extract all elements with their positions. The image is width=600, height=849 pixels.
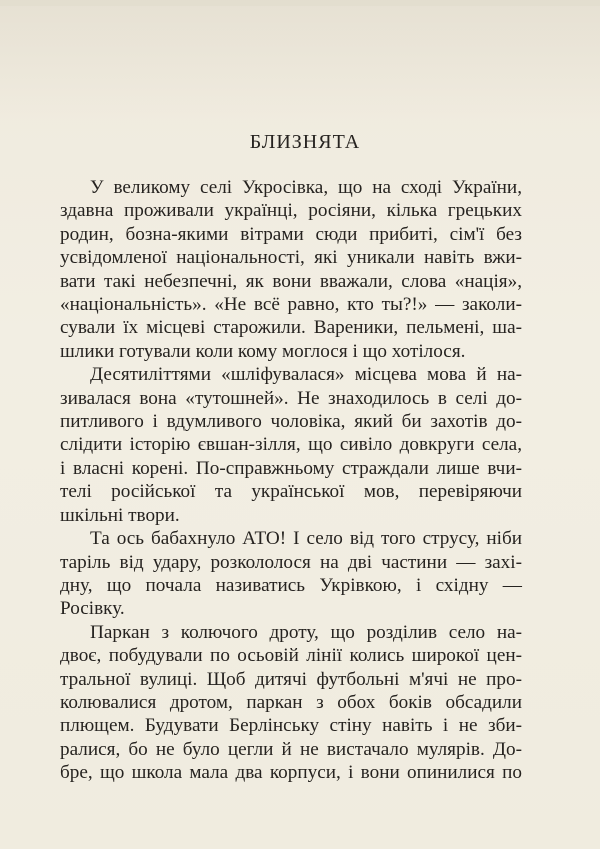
- text-line: бре, що школа мала два корпуси, і вони опинилися по: [60, 762, 522, 784]
- text-line: таріль від удару, розкололося на дві частини — захі-: [60, 551, 522, 573]
- text-line: Та ось бабахнуло АТО! І село від того струсу, ніби: [90, 528, 522, 550]
- chapter-title: БЛИЗНЯТА: [249, 131, 361, 153]
- text-line: шкільні твори.: [60, 504, 180, 526]
- text-line: усвідомленої національності, які уникали навіть вжи-: [60, 247, 522, 269]
- text-line: Десятиліттями «шліфувалася» місцева мова й на-: [90, 364, 522, 386]
- text-line: шлики готували коли кому моглося і що хотілося.: [60, 340, 466, 362]
- text-line: слідити історію євшан-зілля, що сивіло довкруги села,: [60, 434, 522, 456]
- text-line: двоє, побудували по осьовій лінії колись широкої цен-: [60, 645, 522, 667]
- paragraph: [60, 363, 522, 527]
- text-line: Паркан з колючого дроту, що розділив село на-: [90, 621, 522, 643]
- paragraph: [60, 176, 522, 363]
- body-text: [60, 176, 522, 785]
- text-line: родин, бозна-якими вітрами сюди прибиті, сім'ї без: [60, 223, 522, 245]
- text-line: і власні корені. По-справжньому страждали лише вчи-: [60, 457, 522, 479]
- text-line: плющем. Будувати Берлінську стіну навіть і не зби-: [60, 715, 522, 737]
- text-line: «національність». «Не всё равно, кто ты?!» — заколи-: [60, 294, 522, 316]
- text-line: тральної вулиці. Щоб дитячі футбольні м'ячі не про-: [60, 668, 522, 690]
- text-line: сували їх місцеві старожили. Вареники, пельмені, ша-: [60, 317, 522, 339]
- text-line: телі російської та української мов, перевіряючи: [60, 481, 522, 503]
- text-line: У великому селі Укросівка, що на сході України,: [90, 177, 522, 198]
- text-line: зивалася вона «тутошней». Не знаходилось в селі до-: [60, 387, 522, 409]
- text-line: ралися, бо не було цегли й не вистачало мулярів. До-: [60, 738, 522, 760]
- text-line: дну, що почала називатись Укрівкою, і східну —: [60, 574, 522, 596]
- text-line: Росівку.: [60, 598, 125, 620]
- show-through-shadow: [0, 0, 600, 120]
- paragraph: [60, 621, 522, 785]
- text-line: здавна проживали українці, росіяни, кілька грецьких: [60, 200, 522, 222]
- page-top-edge: [0, 0, 600, 6]
- text-line: вати такі небезпечні, як вони вважали, слова «нація»,: [60, 270, 522, 292]
- text-line: колювалися дротом, паркан з обох боків обсадили: [60, 691, 522, 713]
- paragraph: [60, 527, 522, 621]
- text-line: питливого і вдумливого чоловіка, який би захотів до-: [60, 411, 522, 433]
